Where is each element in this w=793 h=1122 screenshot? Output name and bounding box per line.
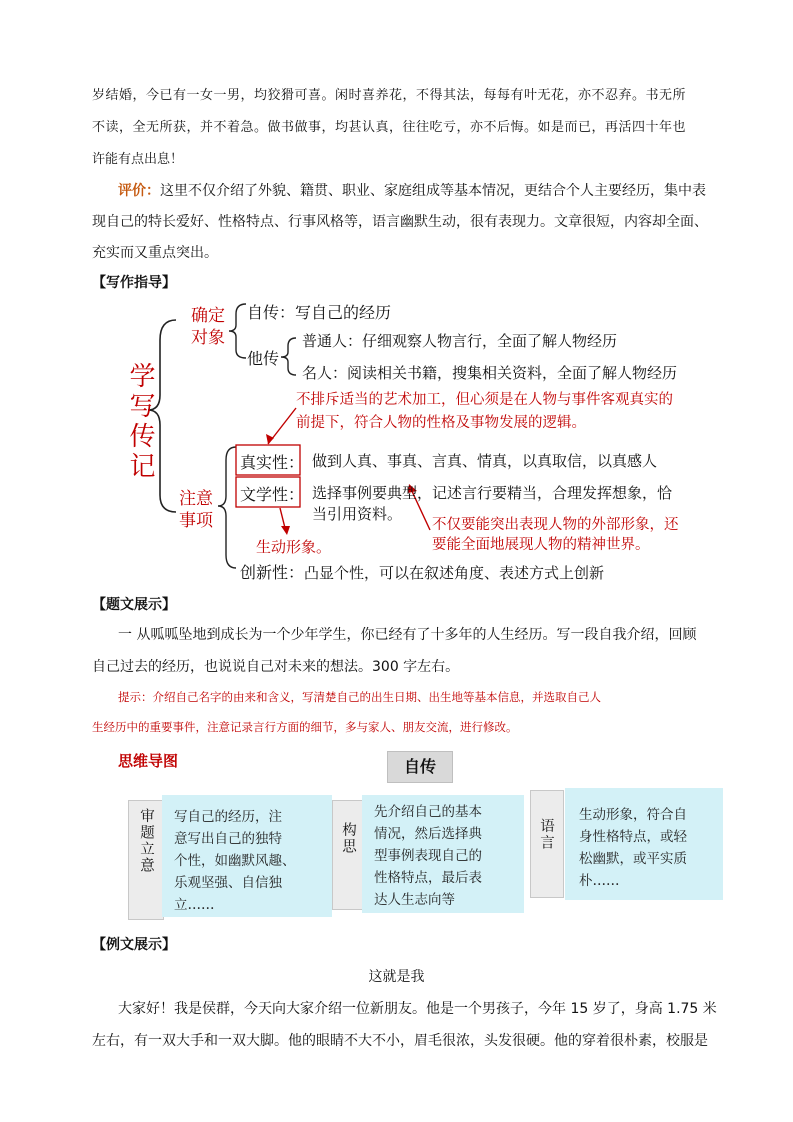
branch-notes: 注意事项 (179, 489, 213, 531)
col2-line: 性格特点，最后表 (374, 870, 482, 886)
famous-person-desc: 阅读相关书籍，搜集相关资料，全面了解人物经历 (347, 364, 678, 382)
spirit-note-line-2: 要能全面地展现人物的精神世界。 (432, 537, 650, 553)
mindmap-col3-label: 语言 (538, 818, 554, 851)
mindmap-col3-text (579, 804, 687, 892)
evaluation-line-3: 充实而又重点突出。 (92, 245, 218, 261)
prompt-line-2: 自己过去的经历，也说说自己对未来的想法。300 字左右。 (92, 659, 460, 675)
mindmap-heading: 思维导图 (118, 752, 179, 770)
writing-guide-heading: 【写作指导】 (92, 275, 176, 291)
col1-line: 写自己的经历，注 (174, 809, 282, 825)
col3-line: 朴…… (579, 873, 620, 889)
example-heading: 【例文展示】 (92, 937, 176, 953)
col3-line: 松幽默，或平实质 (579, 851, 687, 867)
innovation-label: 创新性： (240, 563, 305, 582)
vivid-note: 生动形象。 (256, 538, 332, 556)
mindmap-col2-text (374, 801, 482, 911)
autobiography-desc: 写自己的经历 (295, 303, 392, 322)
other-biography-label: 他传 (247, 349, 280, 368)
col2-line: 型事例表现自己的 (374, 848, 482, 864)
art-processing-note-line-1: 不排斥适当的艺术加工，但心须是在人物与事件客观真实的 (296, 392, 673, 408)
autobiography-row (247, 300, 391, 323)
hint-line-1: 提示：介绍自己名字的由来和含义，写清楚自己的出生日期、出生地等基本信息，并选取自己人 (118, 690, 601, 704)
intro-line-1: 岁结婚，今已有一女一男，均狡猾可喜。闲时喜养花，不得其法，每每有叶无花，亦不忍弃。书无所 (92, 88, 687, 103)
intro-line-2: 不读，全无所获，并不着急。做书做事，均甚认真，往往吃亏，亦不后悔。如是而已，再活四十年也 (92, 120, 687, 135)
col2-line: 达人生志向等 (374, 892, 455, 908)
literariness-desc-line-2: 当引用资料。 (312, 505, 403, 523)
autobiography-label: 自传： (247, 303, 296, 322)
col2-line: 先介绍自己的基本 (374, 804, 482, 820)
branch-determine-subject: 确定对象 (191, 306, 225, 348)
prompt-heading: 【题文展示】 (92, 597, 176, 613)
col1-line: 立…… (174, 897, 215, 913)
evaluation-label: 评价： (118, 183, 160, 199)
col1-line: 个性，如幽默风趣、 (174, 853, 296, 869)
col1-line: 意写出自己的独特 (174, 831, 282, 847)
col2-line: 情况，然后选择典 (374, 826, 482, 842)
truthfulness-desc: 做到人真、事真、言真、情真，以真取信，以真感人 (312, 452, 658, 470)
ordinary-person-desc: 仔细观察人物言行，全面了解人物经历 (362, 332, 618, 350)
spirit-note-line-1: 不仅要能突出表现人物的外部形象，还 (432, 517, 679, 533)
literariness-desc-line-1: 选择事例要典型，记述言行要精当，合理发挥想象，恰 (312, 484, 673, 502)
diagram-root: 学写传记 (125, 362, 155, 482)
ordinary-person-row (302, 330, 617, 351)
literariness-label: 文学性： (240, 485, 305, 504)
ordinary-person-label: 普通人： (302, 332, 363, 350)
col1-line: 乐观坚强、自信独 (174, 875, 282, 891)
mindmap-title: 自传 (387, 751, 453, 783)
innovation-row (240, 560, 604, 583)
famous-person-label: 名人： (302, 364, 348, 382)
famous-person-row (302, 362, 677, 383)
mindmap-col2-tab (332, 800, 364, 910)
example-line-2: 左右，有一双大手和一双大脚。他的眼睛不大不小，眉毛很浓，头发很硬。他的穿着很朴素，校服是 (92, 1033, 708, 1049)
example-line-1: 大家好！我是侯群，今天向大家介绍一位新朋友。他是一个男孩子，今年 15 岁了，身高 1.75 米 (118, 1001, 717, 1017)
example-title: 这就是我 (368, 969, 425, 985)
mindmap-col2-label: 构思 (340, 822, 356, 855)
col3-line: 身性格特点，或轻 (579, 829, 687, 845)
intro-line-3: 许能有点出息！ (92, 152, 184, 167)
evaluation-line-2: 现自己的特长爱好、性格特点、行事风格等，语言幽默生动，很有表现力。文章很短，内容却全面、 (92, 214, 708, 230)
art-processing-note-line-2: 前提下，符合人物的性格及事物发展的逻辑。 (296, 415, 586, 431)
innovation-desc: 凸显个性，可以在叙述角度、表述方式上创新 (304, 564, 605, 582)
col3-line: 生动形象，符合自 (579, 807, 687, 823)
truthfulness-label: 真实性： (240, 453, 305, 472)
prompt-line-1: 一 从呱呱坠地到成长为一个少年学生，你已经有了十多年的人生经历。写一段自我介绍，回顾 (118, 627, 697, 643)
hint-line-2: 生经历中的重要事件，注意记录言行方面的细节，多与家人、朋友交流，进行修改。 (92, 720, 518, 734)
mindmap-col1-label: 审题立意 (138, 808, 154, 874)
evaluation-line-1: 这里不仅介绍了外貌、籍贯、职业、家庭组成等基本情况，更结合个人主要经历，集中表 (160, 183, 706, 199)
mindmap-col1-text (174, 806, 296, 916)
